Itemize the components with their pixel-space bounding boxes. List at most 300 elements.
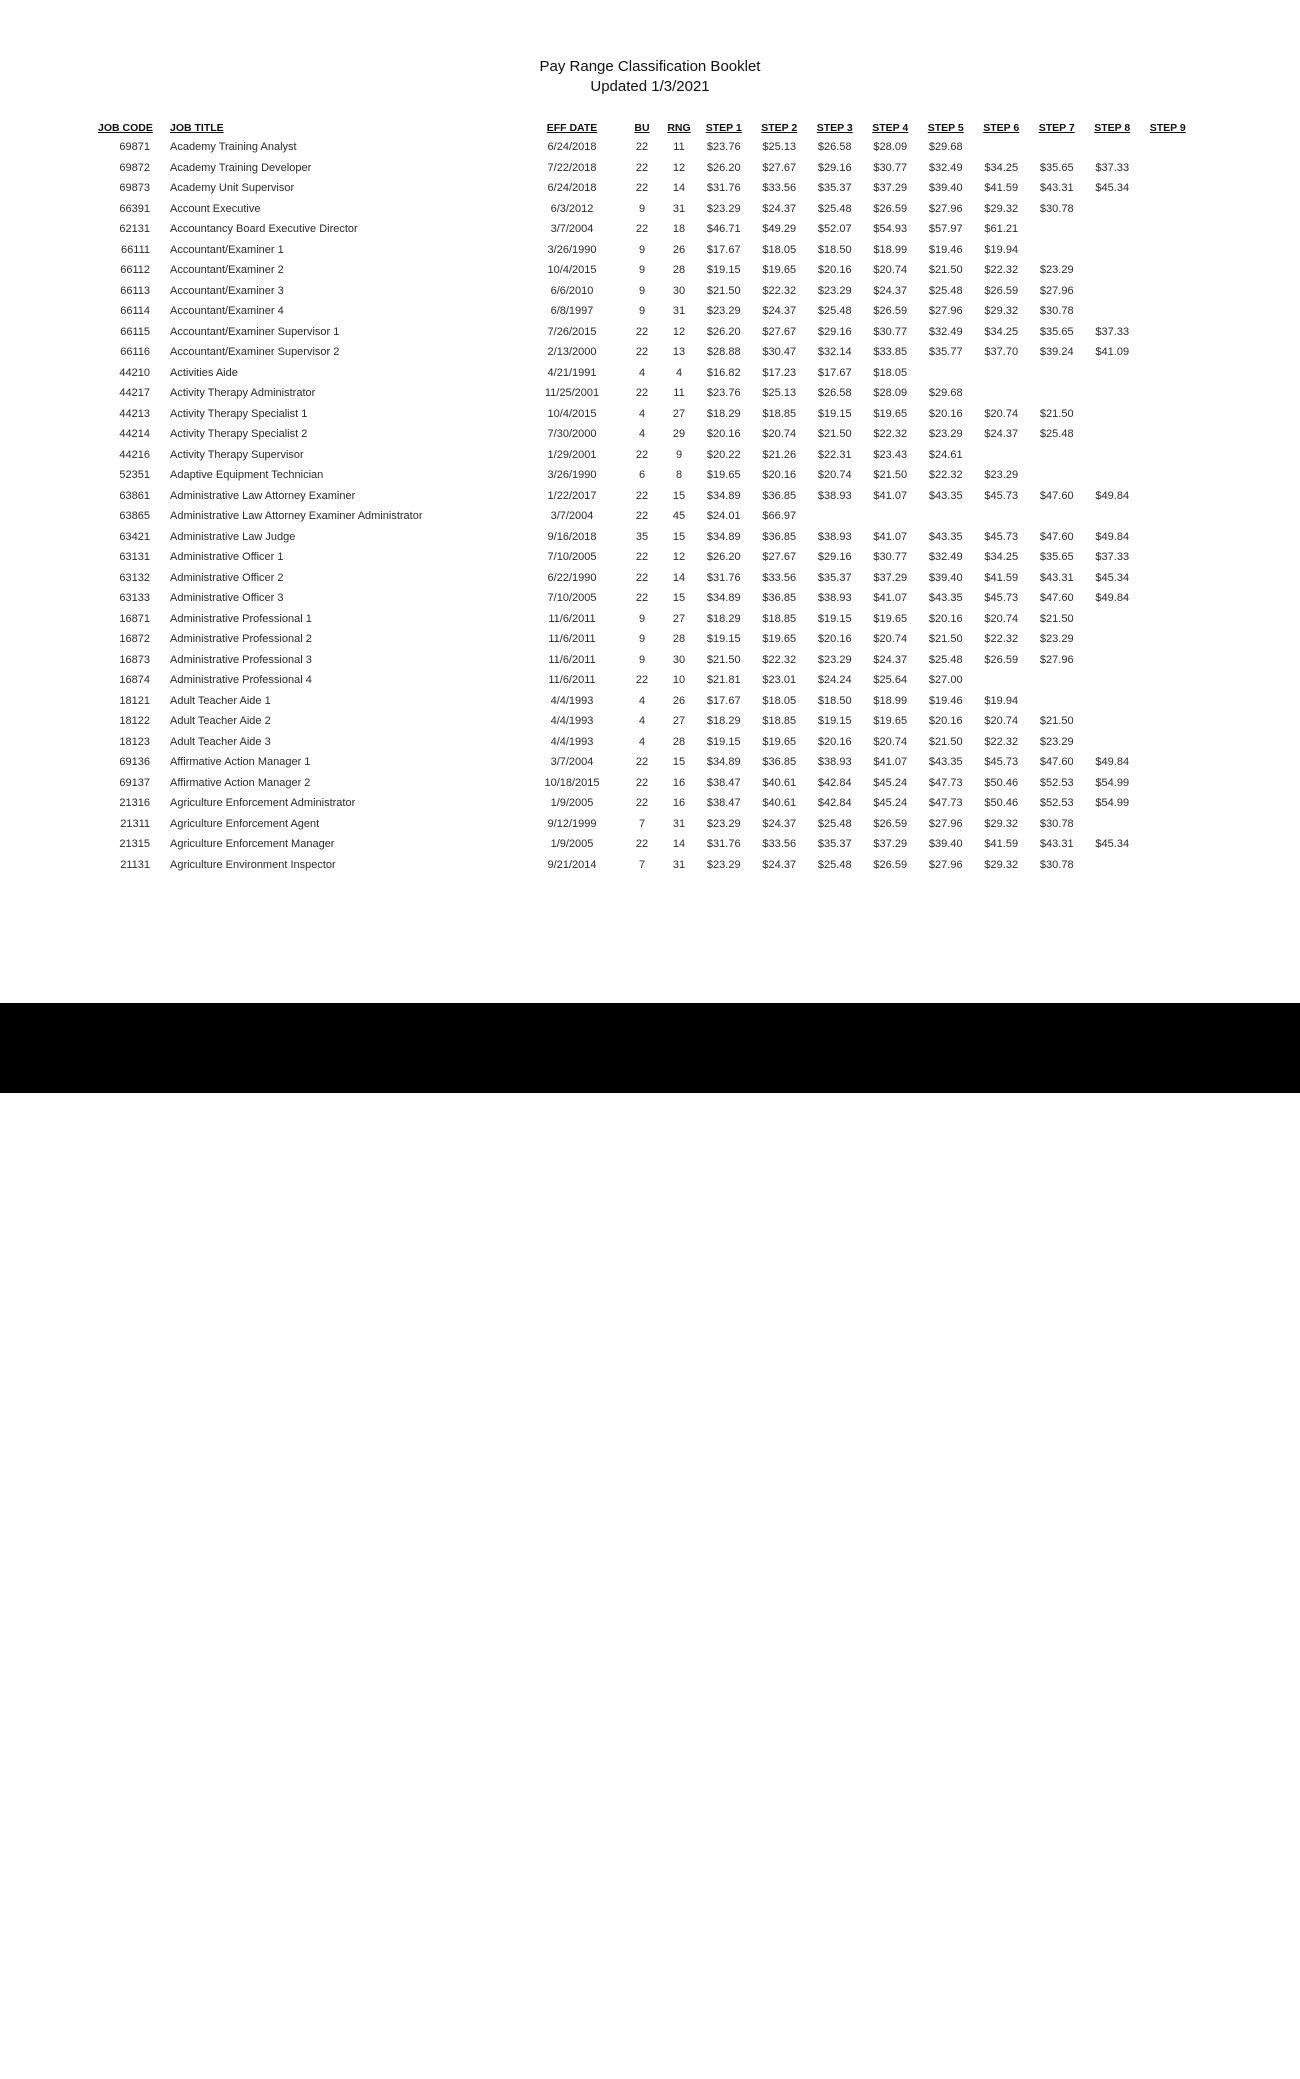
cell-step-2: $24.37 [762,202,797,215]
column-header-step-2: STEP 2 [761,122,798,134]
cell-job-code: 63865 [119,510,150,523]
document-title: Pay Range Classification Booklet [539,58,761,75]
cell-step-8: $37.33 [1095,551,1130,564]
cell-step-4: $28.09 [873,387,908,400]
cell-step-3: $26.58 [817,141,852,154]
cell-job-code: 66116 [120,346,150,359]
cell-step-6: $22.32 [984,633,1019,646]
cell-step-3: $20.16 [817,633,852,646]
cell-rng: 12 [672,161,686,174]
cell-rng: 14 [672,182,686,195]
cell-step-5: $47.73 [928,776,963,789]
cell-step-4: $24.37 [873,284,908,297]
cell-rng: 28 [672,633,686,646]
cell-step-1: $23.29 [706,305,741,318]
cell-step-1: $26.20 [706,161,741,174]
cell-job-title: Administrative Professional 1 [170,612,312,625]
cell-step-1: $19.15 [706,633,741,646]
cell-step-7: $52.53 [1039,797,1074,810]
column-header-step-5: STEP 5 [927,122,964,134]
cell-step-2: $18.85 [762,407,797,420]
cell-rng: 28 [672,264,686,277]
cell-step-5: $27.96 [928,305,963,318]
cell-job-code: 18121 [119,694,150,707]
cell-step-2: $27.67 [762,325,797,338]
cell-step-1: $17.67 [706,694,741,707]
cell-step-2: $19.65 [762,633,797,646]
cell-step-3: $20.16 [817,735,852,748]
cell-step-1: $18.29 [706,407,741,420]
cell-bu: 22 [635,510,649,523]
cell-step-3: $20.74 [817,469,852,482]
cell-step-8 [1085,629,1141,650]
cell-job-code: 18122 [119,715,150,728]
cell-step-7 [1029,383,1085,404]
cell-step-8: $49.84 [1095,489,1130,502]
cell-eff-date: 6/22/1990 [547,571,597,584]
cell-rng: 11 [673,141,685,154]
cell-rng: 8 [675,469,683,482]
cell-bu: 9 [638,284,646,297]
cell-bu: 22 [635,141,649,154]
cell-step-9 [1140,691,1196,712]
cell-step-1: $34.89 [706,530,741,543]
cell-step-4: $18.05 [873,366,908,379]
cell-rng: 27 [672,407,686,420]
site-url: www.alamy.com [1140,2056,1248,2073]
cell-step-4: $19.65 [873,715,908,728]
cell-step-5: $24.61 [928,448,963,461]
cell-step-8 [1085,363,1141,384]
cell-step-6: $22.32 [984,735,1019,748]
cell-step-4: $23.43 [873,448,908,461]
cell-bu: 9 [638,653,646,666]
cell-eff-date: 1/22/2017 [547,489,597,502]
cell-rng: 31 [672,817,686,830]
table-row [98,363,1196,384]
cell-step-8 [1085,424,1141,445]
cell-eff-date: 3/7/2004 [550,756,594,769]
cell-job-code: 16871 [119,612,150,625]
cell-step-5: $43.35 [928,530,963,543]
cell-step-5: $57.97 [928,223,963,236]
table-row [98,527,1196,548]
cell-step-9 [1140,547,1196,568]
cell-job-title: Agriculture Environment Inspector [170,858,336,871]
cell-step-7: $30.78 [1039,202,1074,215]
cell-step-3: $20.16 [817,264,852,277]
cell-step-2: $17.23 [762,366,797,379]
cell-job-code: 16874 [119,674,150,687]
table-row [98,199,1196,220]
cell-step-3: $25.48 [817,817,852,830]
cell-step-4: $19.65 [873,407,908,420]
cell-step-6: $34.25 [984,551,1019,564]
cell-step-2: $24.37 [762,817,797,830]
cell-rng: 27 [672,612,686,625]
cell-job-title: Accountant/Examiner 4 [170,305,284,318]
cell-step-1: $34.89 [706,756,741,769]
cell-bu: 22 [635,161,649,174]
cell-step-7 [1029,137,1085,158]
cell-step-6: $26.59 [984,653,1019,666]
cell-rng: 12 [672,325,686,338]
cell-step-5: $21.50 [928,633,963,646]
cell-step-1: $26.20 [706,551,741,564]
cell-step-2: $18.85 [762,612,797,625]
cell-step-2: $19.65 [762,264,797,277]
cell-step-6: $20.74 [984,715,1019,728]
cell-job-code: 63131 [119,551,150,564]
cell-step-2: $49.29 [762,223,797,236]
cell-step-6 [974,363,1030,384]
cell-step-3: $35.37 [817,838,852,851]
cell-job-code: 18123 [119,735,150,748]
cell-step-3: $38.93 [817,756,852,769]
cell-eff-date: 4/4/1993 [550,735,594,748]
cell-eff-date: 2/13/2000 [547,346,597,359]
cell-rng: 31 [672,858,686,871]
cell-step-1: $19.15 [706,264,741,277]
cell-step-8: $45.34 [1095,838,1130,851]
cell-step-9 [1140,588,1196,609]
cell-step-5: $27.96 [928,202,963,215]
cell-job-code: 21316 [119,797,150,810]
cell-step-9 [1140,178,1196,199]
cell-job-title: Adaptive Equipment Technician [170,469,324,482]
cell-step-1: $34.89 [706,489,741,502]
cell-step-7 [1029,691,1085,712]
cell-eff-date: 4/4/1993 [550,715,594,728]
cell-step-9 [1140,342,1196,363]
cell-step-8 [1085,137,1141,158]
cell-step-5: $21.50 [928,735,963,748]
column-header-eff-date: EFF DATE [546,122,598,134]
cell-step-4: $20.74 [873,633,908,646]
cell-step-8 [1085,465,1141,486]
table-row [98,424,1196,445]
cell-step-8 [1085,650,1141,671]
cell-step-4: $45.24 [873,797,908,810]
cell-bu: 4 [638,715,646,728]
cell-step-4: $26.59 [873,858,908,871]
cell-job-title: Administrative Law Attorney Examiner Administrator [170,510,423,523]
cell-step-3 [807,506,863,527]
cell-step-6: $19.94 [984,694,1019,707]
cell-step-9 [1140,506,1196,527]
cell-job-title: Administrative Law Attorney Examiner [170,489,356,502]
table-row [98,301,1196,322]
cell-step-7: $27.96 [1039,653,1074,666]
cell-step-4: $30.77 [873,551,908,564]
table-row [98,281,1196,302]
cell-step-7: $43.31 [1039,182,1074,195]
cell-step-3: $18.50 [817,243,852,256]
cell-step-8: $49.84 [1095,530,1130,543]
cell-step-6: $24.37 [984,428,1019,441]
cell-step-4: $37.29 [873,838,908,851]
cell-step-2: $30.47 [762,346,797,359]
cell-step-1: $19.15 [706,735,741,748]
cell-step-5: $47.73 [928,797,963,810]
cell-job-code: 63132 [119,571,150,584]
cell-step-8 [1085,814,1141,835]
cell-step-5: $32.49 [928,551,963,564]
cell-step-9 [1140,670,1196,691]
cell-bu: 35 [635,530,649,543]
cell-step-2: $25.13 [762,141,797,154]
cell-job-code: 44217 [119,387,150,400]
cell-rng: 26 [672,243,686,256]
table-row [98,404,1196,425]
cell-step-7: $30.78 [1039,305,1074,318]
cell-step-9 [1140,158,1196,179]
cell-step-5: $35.77 [928,346,963,359]
cell-step-9 [1140,219,1196,240]
cell-step-2: $22.32 [762,653,797,666]
table-row [98,650,1196,671]
image-reference [1141,2029,1248,2077]
cell-eff-date: 6/8/1997 [550,305,594,318]
cell-job-code: 66113 [120,284,150,297]
cell-step-3: $52.07 [817,223,852,236]
cell-step-1: $23.29 [706,858,741,871]
cell-bu: 22 [635,223,649,236]
column-header-job-title: JOB TITLE [170,122,224,134]
cell-job-code: 63133 [119,592,150,605]
cell-eff-date: 6/6/2010 [550,284,594,297]
cell-bu: 22 [635,346,649,359]
cell-job-title: Adult Teacher Aide 3 [170,735,271,748]
cell-job-title: Academy Unit Supervisor [170,182,295,195]
cell-step-3: $38.93 [817,530,852,543]
cell-eff-date: 11/6/2011 [548,653,596,666]
cell-job-title: Accountant/Examiner 2 [170,264,284,277]
cell-rng: 14 [672,838,686,851]
cell-eff-date: 11/6/2011 [548,633,596,646]
cell-step-9 [1140,465,1196,486]
cell-step-2: $40.61 [762,776,797,789]
cell-job-code: 44214 [119,428,150,441]
table-row [98,670,1196,691]
cell-step-2: $25.13 [762,387,797,400]
table-row [98,465,1196,486]
cell-step-9 [1140,445,1196,466]
cell-rng: 16 [672,797,686,810]
cell-step-7: $35.65 [1039,161,1074,174]
cell-step-8 [1085,506,1141,527]
cell-step-6: $29.32 [984,817,1019,830]
cell-step-8 [1085,240,1141,261]
cell-eff-date: 1/9/2005 [550,838,594,851]
cell-step-4: $30.77 [873,325,908,338]
cell-step-9 [1140,281,1196,302]
cell-step-3: $23.29 [817,653,852,666]
cell-rng: 45 [672,510,686,523]
cell-step-6: $26.59 [984,284,1019,297]
cell-job-title: Activity Therapy Specialist 2 [170,428,308,441]
cell-step-1: $38.47 [706,797,741,810]
table-header-row [98,119,1196,137]
cell-bu: 22 [635,325,649,338]
cell-eff-date: 10/4/2015 [547,264,597,277]
cell-bu: 9 [638,243,646,256]
cell-eff-date: 9/12/1999 [547,817,597,830]
cell-step-5: $39.40 [928,838,963,851]
cell-step-6 [974,670,1030,691]
table-row [98,752,1196,773]
table-row [98,814,1196,835]
cell-step-2: $18.05 [762,243,797,256]
cell-step-6: $50.46 [984,776,1019,789]
cell-bu: 22 [635,489,649,502]
cell-step-6 [974,383,1030,404]
cell-step-8: $54.99 [1095,797,1130,810]
cell-bu: 9 [638,633,646,646]
cell-step-1: $23.76 [706,141,741,154]
cell-step-5: $32.49 [928,161,963,174]
cell-job-code: 69873 [119,182,150,195]
cell-step-1: $20.16 [706,428,741,441]
cell-rng: 11 [673,387,685,400]
cell-step-9 [1140,609,1196,630]
pay-range-table [98,119,1196,875]
cell-step-5: $39.40 [928,182,963,195]
cell-step-5 [918,363,974,384]
cell-step-2: $33.56 [762,571,797,584]
cell-job-code: 44213 [119,407,150,420]
cell-job-title: Adult Teacher Aide 2 [170,715,271,728]
cell-step-5: $43.35 [928,756,963,769]
cell-step-3: $18.50 [817,694,852,707]
cell-step-1: $31.76 [706,838,741,851]
cell-rng: 15 [672,489,686,502]
cell-step-1: $21.50 [706,284,741,297]
column-header-step-7: STEP 7 [1038,122,1075,134]
cell-rng: 15 [672,592,686,605]
cell-step-2: $36.85 [762,530,797,543]
column-header-step-8: STEP 8 [1094,122,1131,134]
cell-step-9 [1140,260,1196,281]
cell-step-2: $27.67 [762,551,797,564]
cell-step-3: $25.48 [817,202,852,215]
cell-eff-date: 4/4/1993 [550,694,594,707]
cell-eff-date: 4/21/1991 [547,366,597,379]
cell-step-2: $33.56 [762,182,797,195]
cell-step-1: $19.65 [706,469,741,482]
cell-step-4: $28.09 [873,141,908,154]
cell-job-title: Agriculture Enforcement Manager [170,838,335,851]
cell-eff-date: 6/24/2018 [547,141,597,154]
cell-step-8 [1085,199,1141,220]
cell-eff-date: 9/16/2018 [547,530,597,543]
cell-job-title: Administrative Officer 1 [170,551,284,564]
cell-job-code: 52351 [119,469,150,482]
cell-step-7: $21.50 [1039,407,1074,420]
cell-job-code: 66111 [121,243,150,256]
table-row [98,547,1196,568]
cell-step-5: $32.49 [928,325,963,338]
cell-step-9 [1140,527,1196,548]
cell-eff-date: 11/25/2001 [544,387,600,400]
image-id: 3BFT824 [1186,2032,1248,2049]
cell-step-5: $39.40 [928,571,963,584]
cell-step-5: $27.00 [928,674,963,687]
cell-bu: 9 [638,305,646,318]
cell-job-code: 21315 [119,838,150,851]
cell-bu: 22 [635,797,649,810]
cell-step-4: $41.07 [873,489,908,502]
cell-step-3: $19.15 [817,612,852,625]
cell-step-2: $24.37 [762,858,797,871]
cell-step-7: $47.60 [1039,756,1074,769]
cell-step-2: $33.56 [762,838,797,851]
column-header-step-6: STEP 6 [983,122,1020,134]
cell-job-title: Academy Training Developer [170,161,312,174]
table-row [98,711,1196,732]
cell-rng: 30 [672,653,686,666]
column-header-job-code: JOB CODE [98,122,153,134]
cell-step-2: $36.85 [762,756,797,769]
cell-step-4: $26.59 [873,305,908,318]
table-row [98,506,1196,527]
alamy-logo: alamy [50,2019,217,2079]
cell-job-title: Accountancy Board Executive Director [170,223,358,236]
cell-step-7: $27.96 [1039,284,1074,297]
cell-step-8 [1085,445,1141,466]
cell-step-7: $35.65 [1039,551,1074,564]
cell-step-9 [1140,793,1196,814]
cell-step-7: $47.60 [1039,530,1074,543]
cell-step-1: $38.47 [706,776,741,789]
cell-step-7 [1029,445,1085,466]
cell-step-4: $25.64 [873,674,908,687]
cell-step-5: $43.35 [928,592,963,605]
cell-step-2: $66.97 [762,510,797,523]
cell-step-1: $18.29 [706,612,741,625]
cell-step-4 [863,506,919,527]
cell-step-8 [1085,732,1141,753]
cell-step-4: $33.85 [873,346,908,359]
cell-job-title: Affirmative Action Manager 2 [170,776,311,789]
cell-step-6: $37.70 [984,346,1019,359]
cell-step-1: $23.29 [706,817,741,830]
cell-step-5: $43.35 [928,489,963,502]
cell-step-3: $35.37 [817,182,852,195]
cell-bu: 4 [638,428,646,441]
cell-job-code: 16872 [119,633,150,646]
cell-bu: 22 [635,776,649,789]
cell-step-1: $46.71 [706,223,741,236]
cell-step-2: $24.37 [762,305,797,318]
cell-step-1: $31.76 [706,571,741,584]
cell-rng: 13 [672,346,686,359]
cell-step-7: $43.31 [1039,838,1074,851]
cell-step-6: $20.74 [984,612,1019,625]
cell-step-9 [1140,711,1196,732]
cell-step-3: $17.67 [817,366,852,379]
cell-eff-date: 1/9/2005 [550,797,594,810]
cell-step-7: $21.50 [1039,715,1074,728]
cell-step-7: $23.29 [1039,735,1074,748]
cell-step-5: $29.68 [928,141,963,154]
cell-step-9 [1140,568,1196,589]
cell-step-2: $27.67 [762,161,797,174]
cell-job-title: Administrative Officer 2 [170,571,284,584]
cell-step-2: $22.32 [762,284,797,297]
cell-job-code: 66112 [120,264,150,277]
cell-rng: 15 [672,756,686,769]
